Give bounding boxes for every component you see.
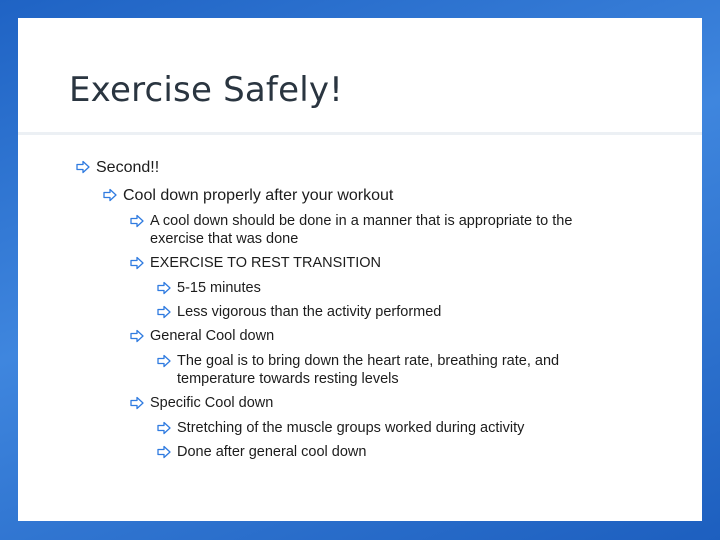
bullet-item [130, 327, 670, 345]
arrow-right-outline-icon [76, 160, 90, 174]
arrow-right-outline-icon [130, 396, 144, 410]
bullet-item [103, 186, 683, 206]
slide-title: Exercise Safely! [69, 70, 343, 110]
bullet-text: 5-15 minutes [177, 280, 261, 296]
arrow-right-outline-icon [157, 354, 171, 368]
arrow-right-outline-icon [157, 305, 171, 319]
bullet-item [157, 352, 627, 388]
bullet-text: Less vigorous than the activity performed [177, 304, 442, 320]
bullet-text: A cool down should be done in a manner that is appropriate to the exercise that was done [150, 213, 573, 247]
bullet-text: Done after general cool down [177, 444, 367, 460]
bullet-text: Cool down properly after your workout [123, 187, 394, 204]
bullet-item [157, 419, 677, 437]
bullet-item [76, 158, 676, 178]
bullet-item [157, 279, 657, 297]
slide [18, 18, 702, 521]
arrow-right-outline-icon [157, 281, 171, 295]
bullet-item [130, 254, 670, 272]
arrow-right-outline-icon [103, 188, 117, 202]
arrow-right-outline-icon [130, 214, 144, 228]
bullet-text: Stretching of the muscle groups worked during activity [177, 420, 525, 436]
bullet-item [130, 212, 630, 248]
bullet-item [157, 303, 657, 321]
arrow-right-outline-icon [157, 445, 171, 459]
bullet-text: Specific Cool down [150, 395, 274, 411]
bullet-text: General Cool down [150, 328, 275, 344]
arrow-right-outline-icon [130, 256, 144, 270]
arrow-right-outline-icon [157, 421, 171, 435]
bullet-item [130, 394, 670, 412]
bullet-text: The goal is to bring down the heart rate, breathing rate, and temperature towards resting levels [177, 353, 560, 387]
bullet-text: Second!! [96, 159, 160, 176]
bullet-item [157, 443, 657, 461]
title-band [18, 18, 702, 135]
bullet-text: EXERCISE TO REST TRANSITION [150, 255, 381, 271]
arrow-right-outline-icon [130, 329, 144, 343]
